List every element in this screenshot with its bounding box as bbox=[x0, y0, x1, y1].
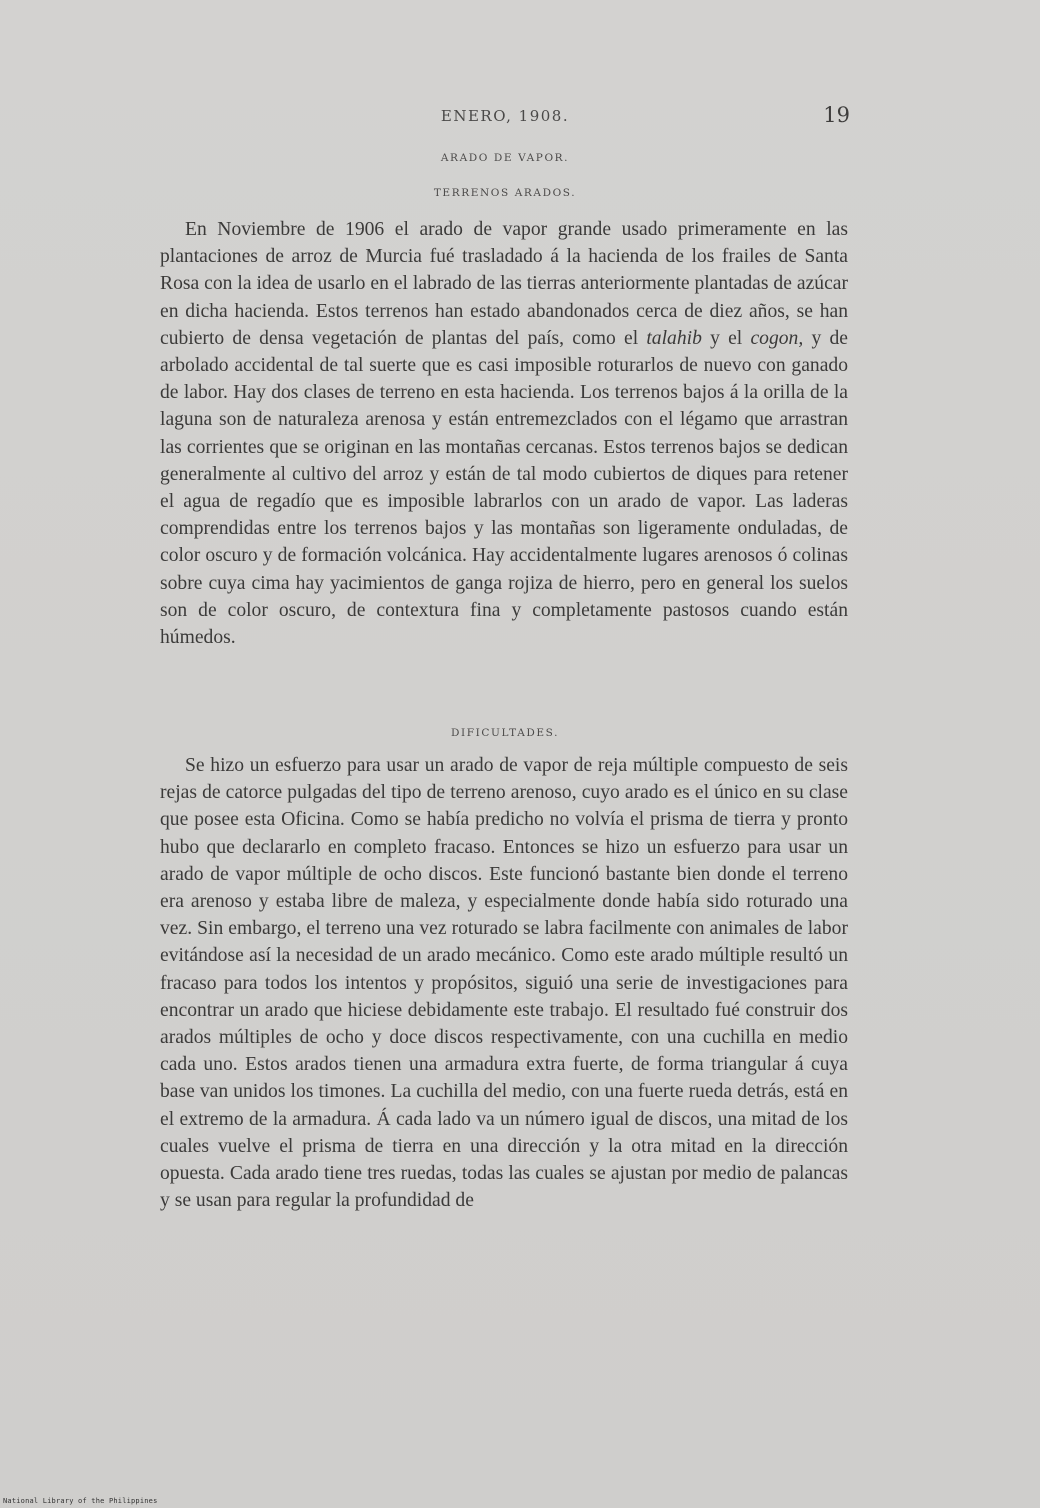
term-cogon: cogon, bbox=[750, 327, 804, 349]
paragraph-text: y el bbox=[701, 327, 751, 349]
library-credit: National Library of the Philippines bbox=[3, 1497, 158, 1505]
term-talahib: talahib bbox=[646, 327, 702, 349]
paragraph-terrenos bbox=[160, 216, 848, 651]
running-title: ENERO, 1908. bbox=[440, 107, 570, 125]
paragraph-text: En Noviembre de 1906 el arado de vapor grande usado primeramente en las plantaciones de arroz de Murcia fué trasladado á la hacienda de los frailes de Santa Rosa con la idea de usarlo en el labrado de las tierras anteriormente plantadas de azúcar en dicha hacienda. Estos terrenos han estado abandonados cerca de diez años, se han cubierto de densa vegetación de plantas del país, como el bbox=[160, 219, 848, 349]
running-head bbox=[160, 103, 850, 133]
paragraph-text: y de arbolado accidental de tal suerte que es casi imposible roturarlos de nuevo con ganado de labor. Hay dos clases de terreno en esta hacienda. Los terrenos bajos á la orilla de la laguna son de naturaleza arenosa y están entremezclados con el légamo que arrastran las corrientes que se originan en las montañas cercanas. Estos terrenos bajos se dedican generalmente al cultivo del arroz y están de tal modo cubiertos de diques para retener el agua de regadío que es imposible labrarlos con un arado de vapor. Las laderas comprendidas entre los terrenos bajos y las montañas son ligeramente onduladas, de color oscuro y de formación volcánica. Hay accidentalmente lugares arenosos ó colinas sobre cuya cima hay yacimientos de ganga rojiza de hierro, pero en general los suelos son de color oscuro, de contextura fina y completamente pastosos cuando están húmedos. bbox=[160, 327, 848, 649]
paragraph-dificultades: Se hizo un esfuerzo para usar un arado de vapor de reja múltiple compuesto de seis rejas de catorce pulgadas del tipo de terreno arenoso, cuyo arado es el único en su clase que posee esta Oficina. Como se había predicho no volvía el prisma de tierra y pronto hubo que declararlo en completo fracaso. Entonces se hizo un esfuerzo para usar un arado de vapor múltiple de ocho discos. Este funcionó bastante bien donde el terreno era arenoso y estaba libre de maleza, y especialmente donde había sido roturado una vez. Sin embargo, el terreno una vez roturado se labra facilmente con animales de labor evitándose así la necesidad de un arado mecánico. Como este arado múltiple resultó un fracaso para todos los intentos y propósitos, siguió una serie de investigaciones para encontrar un arado que hiciese debidamente este trabajo. El resultado fué construir dos arados múltiples de ocho y doce discos respectivamente, con una cuchilla en medio cada uno. Estos arados tienen una armadura extra fuerte, de forma triangular á cuya base van unidos los timones. La cuchilla del medio, con una fuerte rueda detrás, está en el extremo de la armadura. Á cada lado va un número igual de discos, una mitad de los cuales vuelve el prisma de tierra en una dirección y la otra mitad en la dirección opuesta. Cada arado tiene tres ruedas, todas las cuales se ajustan por medio de palancas y se usan para regular la profundidad de bbox=[160, 755, 848, 1212]
page-number: 19 bbox=[823, 103, 850, 127]
subheading-dificultades: DIFICULTADES. bbox=[450, 727, 560, 739]
subheading-terrenos: TERRENOS ARADOS. bbox=[433, 187, 577, 199]
section-heading-arado: ARADO DE VAPOR. bbox=[440, 152, 570, 164]
